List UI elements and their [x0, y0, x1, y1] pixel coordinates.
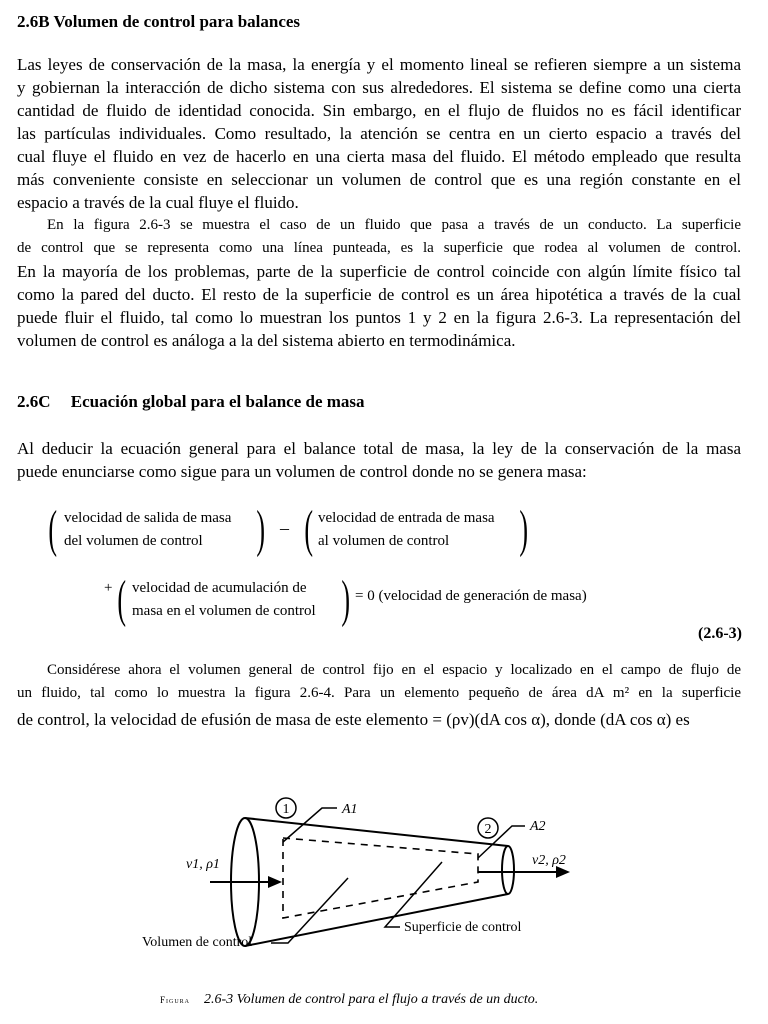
eq-term1-line2: del volumen de control — [64, 533, 203, 549]
right-paren: ) — [341, 571, 350, 628]
section-number: 2.6C — [17, 392, 51, 411]
equation-number: (2.6-3) — [698, 625, 742, 642]
point-2-label: 2 — [484, 822, 492, 837]
surface-label: Superficie de control — [404, 920, 522, 935]
text-line: espacio a través de la cual fluye el fluido. — [17, 193, 299, 212]
text-line: las partículas individuales. Como resultado, la atención se centra en un cierto espacio a través del — [17, 124, 741, 143]
text-line: cual fluye el fluido en vez de hacerlo en una cierta masa del fluido. El método empleado que resulta — [17, 147, 741, 166]
text-line: y gobiernan la interacción de dicho sistema con sus alrededores. El sistema se define como una cierta — [17, 78, 741, 97]
eq-term3-line1: velocidad de acumulación de — [132, 580, 307, 596]
a2-label: A2 — [530, 819, 546, 834]
figure-control-volume — [0, 770, 768, 1010]
text-line: un fluido, tal como lo muestra la figura 2.6-4. Para un elemento pequeño de área dA m² en la superficie — [17, 685, 741, 701]
eq-plus: + — [104, 580, 113, 596]
figure-caption — [160, 992, 640, 1008]
eq-minus: – — [280, 518, 289, 538]
eq-term1-line1: velocidad de salida de masa — [64, 510, 232, 526]
left-paren: ( — [48, 501, 57, 558]
section-heading-2-6b: 2.6B Volumen de control para balances — [17, 12, 301, 31]
eq-rhs: = 0 (velocidad de generación de masa) — [355, 588, 587, 604]
eq-term2-line2: al volumen de control — [318, 533, 450, 549]
volume-label: Volumen de control — [142, 935, 253, 950]
text-line: Las leyes de conservación de la masa, la energía y el momento lineal se refieren siempre a un sistema — [17, 55, 741, 74]
text-line: Al deducir la ecuación general para el balance total de masa, la ley de la conservación de la masa — [17, 439, 741, 458]
caption-label: Figura — [160, 995, 191, 1005]
left-paren: ( — [304, 501, 313, 558]
eq-term2-line1: velocidad de entrada de masa — [318, 510, 495, 526]
text-line: de control que se representa como una línea punteada, es la superficie que rodea al volumen de control. — [17, 240, 741, 256]
text-line: puede enunciarse como sigue para un volumen de control donde no se genera masa: — [17, 462, 587, 481]
text-line: de control, la velocidad de efusión de masa de este elemento = (ρv)(dA cos α), donde (dA cos α) es — [17, 710, 690, 729]
inlet-arrowhead — [268, 876, 282, 888]
text-line: En la mayoría de los problemas, parte de la superficie de control coincide con algún límite físico tal — [17, 262, 741, 281]
a1-label: A1 — [342, 802, 358, 817]
text-line: En la figura 2.6-3 se muestra el caso de un fluido que pasa a través de un conducto. La superficie — [47, 217, 741, 233]
text-line: volumen de control es análoga a la del sistema abierto en termodinámica. — [17, 331, 516, 350]
right-paren: ) — [256, 501, 265, 558]
text-line: Considérese ahora el volumen general de control fijo en el espacio y localizado en el campo de flujo de — [47, 662, 741, 678]
inlet-label: v1, ρ1 — [186, 857, 220, 872]
outlet-label: v2, ρ2 — [532, 853, 566, 868]
section-title: Ecuación global para el balance de masa — [70, 392, 365, 411]
duct-top-wall — [245, 818, 508, 846]
surface-leader — [385, 862, 442, 927]
point-1-label: 1 — [282, 802, 290, 817]
text-line: más conveniente consiste en seleccionar un volumen de control que es una región constante en el — [17, 170, 741, 189]
text-line: puede fluir el fluido, tal como lo muestran los puntos 1 y 2 en la figura 2.6-3. La representación del — [17, 308, 741, 327]
duct-outlet-ellipse — [502, 846, 514, 894]
text-line: como la pared del ducto. El resto de la superficie de control es un área hipotética a través de la cual — [17, 285, 741, 304]
section-heading-2-6c — [17, 392, 365, 412]
text-line: cantidad de fluido de identidad conocida. Sin embargo, en el flujo de fluidos no es fácil identificar — [17, 101, 741, 120]
eq-term3-line2: masa en el volumen de control — [132, 603, 316, 619]
right-paren: ) — [519, 501, 528, 558]
left-paren: ( — [117, 571, 126, 628]
caption-text: 2.6-3 Volumen de control para el flujo a través de un ducto. — [204, 992, 539, 1007]
